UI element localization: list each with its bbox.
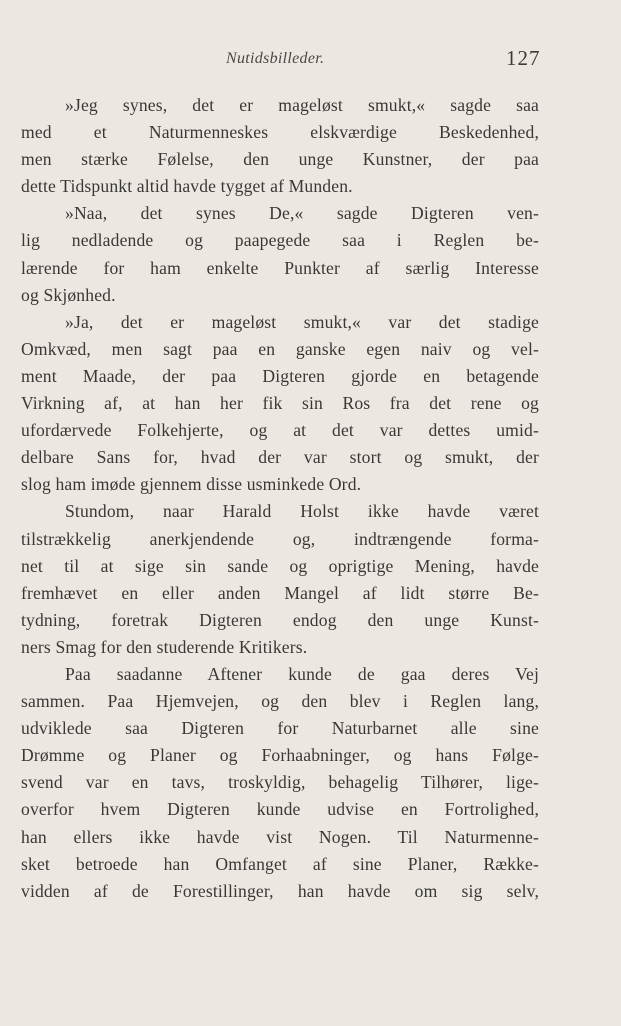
text-line: tilstrækkelig anerkjendende og, indtrængende forma- xyxy=(21,528,539,549)
page-number: 127 xyxy=(506,46,541,70)
text-line: sammen. Paa Hjemvejen, og den blev i Reglen lang, xyxy=(21,691,539,712)
text-line: ufordærvede Folkehjerte, og at det var dettes umid- xyxy=(21,420,539,441)
text-line: med et Naturmenneskes elskværdige Beskedenhed, xyxy=(21,122,539,143)
text-line: »Ja, det er mageløst smukt,« var det stadige xyxy=(65,311,539,332)
text-line: ners Smag for den studerende Kritikers. xyxy=(21,636,308,657)
text-line: overfor hvem Digteren kunde udvise en Fortrolighed, xyxy=(21,799,539,820)
body-text xyxy=(21,92,539,905)
text-line: »Jeg synes, det er mageløst smukt,« sagde saa xyxy=(65,95,539,115)
text-line: »Naa, det synes De,« sagde Digteren ven- xyxy=(65,203,539,224)
text-line: ment Maade, der paa Digteren gjorde en betagende xyxy=(21,365,539,386)
text-line: han ellers ikke havde vist Nogen. Til Naturmenne- xyxy=(21,826,539,847)
text-line: lig nedladende og paapegede saa i Reglen be- xyxy=(21,230,539,251)
text-line: udviklede saa Digteren for Naturbarnet alle sine xyxy=(21,718,539,739)
text-line: tydning, foretrak Digteren endog den unge Kunst- xyxy=(21,609,539,630)
text-line: Drømme og Planer og Forhaabninger, og hans Følge- xyxy=(21,745,539,766)
text-line: Paa saadanne Aftener kunde de gaa deres Vej xyxy=(65,663,539,684)
text-line: slog ham imøde gjennem disse usminkede Ord. xyxy=(21,474,362,495)
text-line: delbare Sans for, hvad der var stort og smukt, der xyxy=(21,447,539,468)
running-title: Nutidsbilleder. xyxy=(226,50,325,67)
text-line: fremhævet en eller anden Mangel af lidt større Be- xyxy=(21,582,539,603)
text-line: net til at sige sin sande og oprigtige Mening, havde xyxy=(21,555,539,576)
text-line: Stundom, naar Harald Holst ikke havde været xyxy=(65,501,539,522)
text-line: Omkvæd, men sagt paa en ganske egen naiv og vel- xyxy=(21,338,539,359)
text-line: men stærke Følelse, den unge Kunstner, der paa xyxy=(21,149,539,170)
text-line: svend var en tavs, troskyldig, behagelig Tilhører, lige- xyxy=(21,772,539,793)
page-header xyxy=(0,46,621,76)
text-line: lærende for ham enkelte Punkter af særlig Interesse xyxy=(21,257,539,278)
text-line: sket betroede han Omfanget af sine Planer, Række- xyxy=(21,853,539,874)
text-line: Virkning af, at han her fik sin Ros fra det rene og xyxy=(21,393,539,414)
text-line: vidden af de Forestillinger, han havde om sig selv, xyxy=(21,880,539,901)
text-line: og Skjønhed. xyxy=(21,284,116,305)
text-line: dette Tidspunkt altid havde tygget af Munden. xyxy=(21,176,353,197)
